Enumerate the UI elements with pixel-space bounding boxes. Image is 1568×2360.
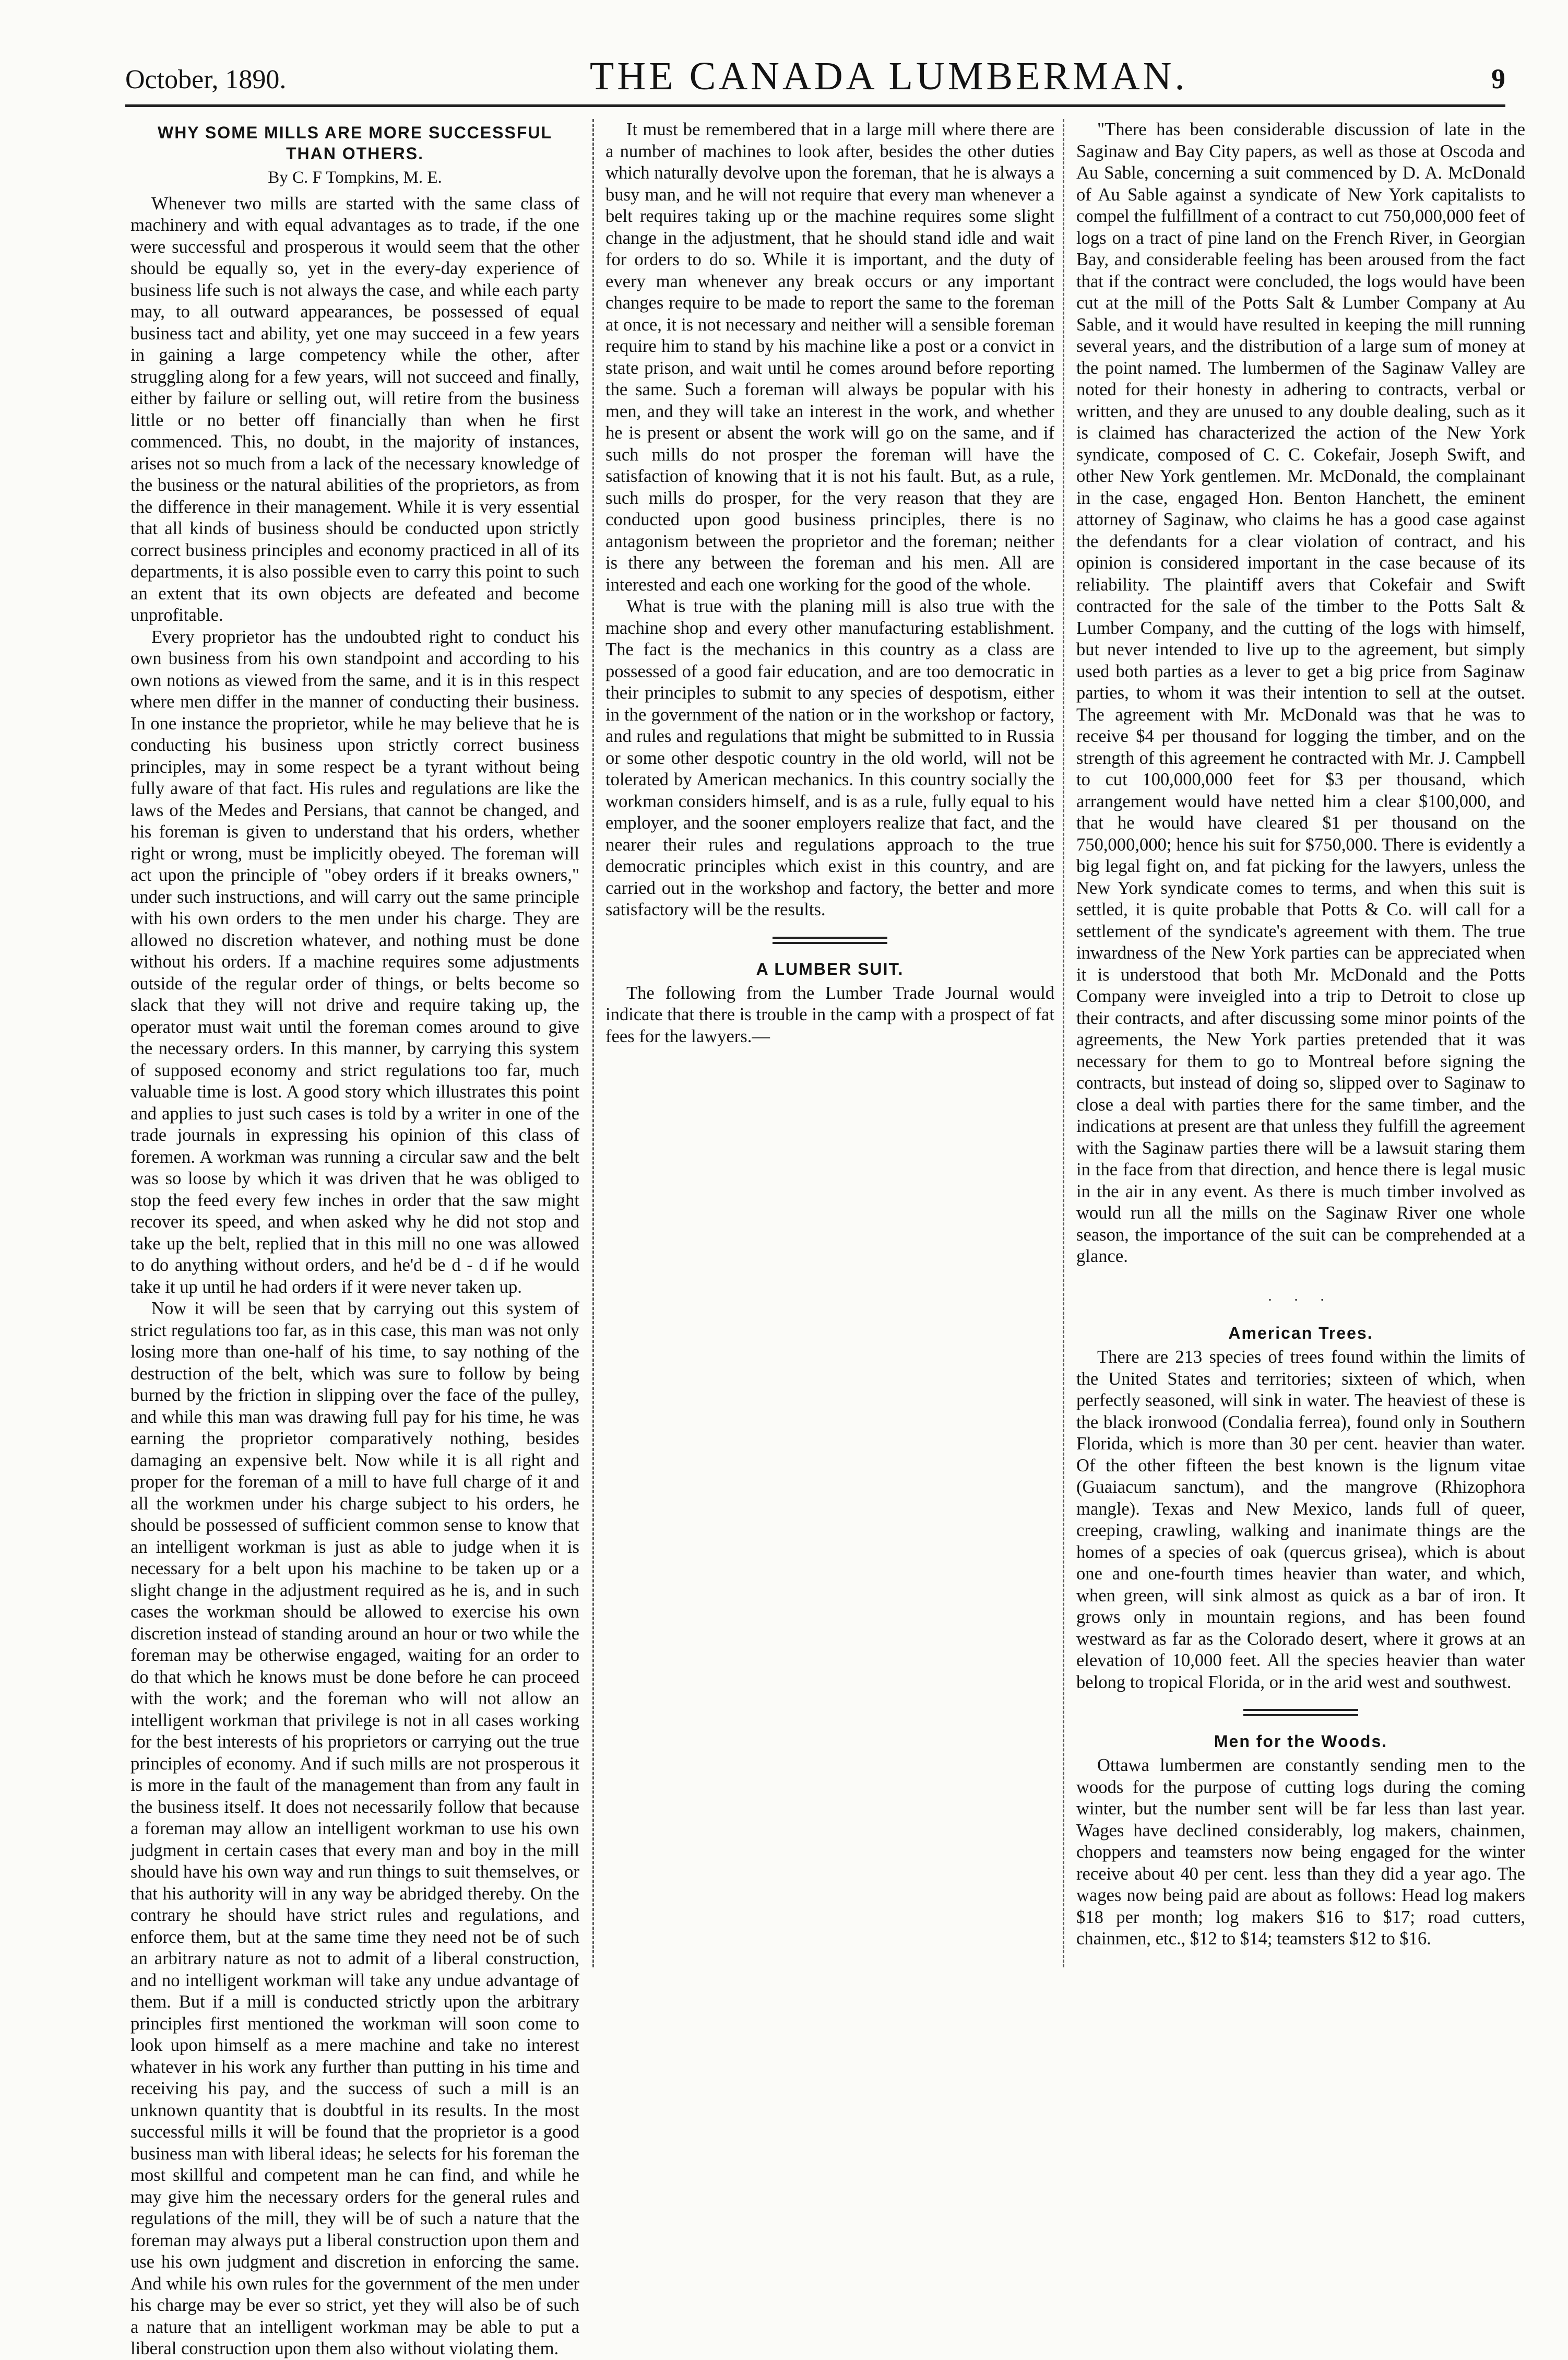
article-paragraph: Every proprietor has the undoubted right to conduct his own business from his own standpoint and according to his own notions as viewed from the same, and it is in this respect where men differ in the manner of conducting their business. In one instance the proprietor, while he may believe that he is conducting his business upon strictly correct business principles, may in some respect be a tyrant without being fully aware of that fact. His rules and regulations are like the laws of the Medes and Persians, that cannot be changed, and his foreman is given to understand that his orders, whether right or wrong, must be implicitly obeyed. The foreman will act upon the principle of "obey orders if it breaks owners," under such instructions, and will carry out the same principle with his own orders to the men under his charge. They are allowed no discretion whatever, and nothing must be done without his orders. If a machine requires some adjustments outside of the regular order of things, or belts become so slack that they will not drive and require taking up, the operator must wait until the foreman comes around to give the necessary orders. In this manner, by carrying this system of supposed economy and strict regulations too far, much valuable time is lost. A good story which illustrates this point and applies to just such cases is told by a writer in one of the trade journals in expressing his opinion of this class of foremen. A workman was running a circular saw and the belt was so loose by which it was driven that he was obliged to stop the feed every few inches in order that the saw might recover its speed, and when asked why he did not stop and take up the belt, replied that in this mill no one was allowed to do anything without orders, and he'd be d - d if he would take it up until he had orders if it were never taken up. [130, 627, 579, 1297]
section-separator [773, 937, 887, 944]
article-paragraph: What is true with the planing mill is also true with the machine shop and every other manufacturing establishment. The fact is the mechanics in this country as a class are possessed of a good fair education, and are too democratic in their principles to submit to any species of despotism, either in the government of the nation or in the workshop or factory, and rules and regulations that might be submitted to in Russia or some other despotic country in the old world, will not be tolerated by American mechanics. In this country socially the workman considers himself, and is as a rule, fully equal to his employer, and the sooner employers realize that fact, and the nearer their rules and regulations approach to the true democratic principles which exist in this country, and are carried out in the workshop and factory, the better and more satisfactory will be the results. [605, 596, 1054, 919]
column-3 [1076, 119, 1525, 1978]
article-headline: Men for the Woods. [1214, 1732, 1388, 1751]
column-rule [1063, 119, 1064, 1967]
article-paragraph: Ottawa lumbermen are constantly sending men to the woods for the purpose of cutting logs during the coming winter, but the number sent will be far less than last year. Wages have declined considerably, log makers, chainmen, choppers and teamsters now being engaged for the winter receive about 40 per cent. less than they did a year ago. The wages now being paid are about as follows: Head log makers $18 per month; log makers $16 to $17; road cutters, chainmen, etc., $12 to $14; teamsters $12 to $16. [1076, 1755, 1525, 1949]
column-2 [605, 119, 1054, 1978]
byline: By C. F Tompkins, M. E. [268, 168, 442, 187]
article-paragraph: It must be remembered that in a large mill where there are a number of machines to look after, besides the other duties which naturally devolve upon the foreman, that he is always a busy man, and he will not require that every man whenever a belt requires taking up or the machine requires some slight change in the adjustment, that he should stand idle and wait for orders to do so. While it is important, and the duty of every man whenever any break occurs or any important changes require to be made to report the same to the foreman at once, it is not necessary and neither will a sensible foreman require him to stand by his machine like a post or a convict in state prison, and wait until he comes around before reporting the same. Such a foreman will always be popular with his men, and they will take an interest in the work, and whether he is present or absent the work will go on the same, and if such mills do not prosper the foreman will have the satisfaction of knowing that it is not his fault. But, as a rule, such mills do prosper, for the very reason that they are conducted upon good business principles, there is no antagonism between the proprietor and the foreman; neither is there any between the foreman and his men. All are interested and each one working for the good of the whole. [605, 120, 1054, 595]
masthead [125, 31, 1505, 107]
section-separator: . . . [1268, 1288, 1334, 1304]
article-paragraph: There are 213 species of trees found within the limits of the United States and territories; sixteen of which, when perfectly seasoned, will sink in water. The heaviest of these is the black ironwood (Condalia ferrea), found only in Southern Florida, which is more than 30 per cent. heavier than water. Of the other fifteen the best known is the lignum vitae (Guaiacum sanctum), and the mangrove (Rhizophora mangle). Texas and New Mexico, lands full of queer, creeping, crawling, walking and inanimate things are the homes of a species of oak (quercus grisea), which is about one and one-fourth times heavier than water, and which, when green, will sink almost as quick as a bar of iron. It grows only in mountain regions, and has been found westward as far as the Colorado desert, where it grows at an elevation of 10,000 feet. All the species heavier than water belong to tropical Florida, or in the arid west and southwest. [1076, 1347, 1525, 1692]
column-rule [592, 119, 594, 1967]
section-separator [1243, 1709, 1358, 1716]
article-paragraph: The following from the Lumber Trade Journal would indicate that there is trouble in the camp with a prospect of fat fees for the lawyers.— [605, 983, 1054, 1046]
publication-title: THE CANADA LUMBERMAN. [589, 54, 1188, 98]
column-1 [130, 119, 579, 2358]
article-headline: A LUMBER SUIT. [756, 959, 904, 978]
issue-date: October, 1890. [125, 65, 287, 95]
article-paragraph: "There has been considerable discussion of late in the Saginaw and Bay City papers, as well as those at Oscoda and Au Sable, concerning a suit commenced by D. A. McDonald of Au Sable against a syndicate of New York capitalists to compel the fulfillment of a contract to cut 750,000,000 feet of logs on a tract of pine land on the French River, in Georgian Bay, and considerable feeling has been aroused from the fact that if the contract were concluded, the logs would have been cut at the mill of the Potts Salt & Lumber Company at Au Sable, and it would have resulted in keeping the mill running several years, and the distribution of a large sum of money at the point named. The lumbermen of the Saginaw Valley are noted for their honesty in adhering to contracts, verbal or written, and they are unused to any double dealing, such as it is claimed has characterized the action of the New York syndicate, composed of C. C. Cokefair, Joseph Swift, and other New York gentlemen. Mr. McDonald, the complainant in the case, engaged Hon. Benton Hanchett, the eminent attorney of Saginaw, who claims he has a good case against the defendants for a clear violation of contract, and his opinion is considered important in the case because of its reliability. The plaintiff avers that Cokefair and Swift contracted for the sale of the timber to the Potts Salt & Lumber Company, and the cutting of the logs with himself, but never intended to live up to the agreement, but simply used both parties as a lever to get a big price from Saginaw parties, to whom it was their intention to sell at the outset. The agreement with Mr. McDonald was that he was to receive $4 per thousand for logging the timber, and on the strength of this agreement he contracted with Mr. J. Campbell to cut 100,000,000 feet for $3 per thousand, which arrangement would have netted him a clear $100,000, and that he would have cleared $1 per thousand on the 750,000,000; hence his suit for $750,000. There is evidently a big legal fight on, and fat picking for the lawyers, unless the New York syndicate comes to terms, and when this suit is settled, it is quite probable that Potts & Co. will call for a settlement of the syndicate's agreement with them. The true inwardness of the New York parties can be appreciated when it is understood that both Mr. McDonald and the Potts Company were inveigled into a trip to Detroit to close up their contracts, and after discussing some minor points of the agreements, the New York parties pretended that it was necessary for them to go to Montreal before signing the contracts, but instead of doing so, slipped over to Saginaw to close a deal with parties there for the same timber, and the indications at present are that unless they fulfill the agreement with the Saginaw parties there will be a lawsuit staring them in the face from that direction, and hence there is legal music in the air in any event. As there is much timber involved as would run all the mills on the Saginaw River one whole season, the importance of the suit can be comprehended at a glance. [1076, 120, 1525, 1266]
article-paragraph: Now it will be seen that by carrying out this system of strict regulations too far, as in this case, this man was not only losing more than one-half of his time, to say nothing of the destruction of the belt, which was sure to follow by being burned by the friction in slipping over the face of the pulley, and while this man was drawing full pay for his time, he was earning the proprietor comparatively nothing, besides damaging an expensive belt. Now while it is all right and proper for the foreman of a mill to have full charge of it and all the workmen under his charge subject to his orders, he should be possessed of sufficient common sense to know that an intelligent workman is just as able to judge when it is necessary for a belt upon his machine to be taken up or a slight change in the adjustment required as he is, and in such cases the workman should be allowed to exercise his own discretion instead of standing around an hour or two while the foreman may be otherwise engaged, waiting for an order to do that which he knows must be done before he can proceed with the work; and the foreman who will not allow an intelligent workman that privilege is not in all cases working for the best interests of his proprietors or carrying out the true principles of economy. And if such mills are not prosperous it is more in the fault of the management than from any fault in the business itself. It does not necessarily follow that because a foreman may allow an intelligent workman to use his own judgment in certain cases that every man and boy in the mill should have his own way and run things to suit themselves, or that his authority will in any way be abridged thereby. On the contrary he should have strict rules and regulations, and enforce them, but at the same time they need not be of such an arbitrary nature as not to admit of a liberal construction, and no intelligent workman will take any undue advantage of them. But if a mill is conducted strictly upon the arbitrary principles first mentioned the workman will soon come to look upon himself as a mere machine and take no interest whatever in his work any further than putting in his time and receiving his pay, and the success of such a mill is an unknown quantity that is doubtful in its results. In the most successful mills it will be found that the proprietor is a good business man with liberal ideas; he selects for his foreman the most skillful and competent man he can find, and while he may give him the necessary orders for the general rules and regulations of the mill, they will be of such a nature that the foreman may always put a liberal construction upon them and use his own judgment and discretion in enforcing the same. And while his own rules for the government of the men under his charge may be ever so strict, yet they will also be of such a nature that an intelligent workman may be able to put a liberal construction upon them also without violating them. [130, 1299, 579, 2358]
article-headline: WHY SOME MILLS ARE MORE SUCCESSFUL THAN OTHERS. [157, 123, 553, 163]
article-paragraph: Whenever two mills are started with the same class of machinery and with equal advantages as to trade, if the one were successful and prosperous it would seem that the other should be equally so, yet in the every-day experience of business life such is not always the case, and while each party may, to all outward appearances, be possessed of equal business tact and ability, yet one may succeed in a few years in gaining a large competency while the other, after struggling along for a few years, will not succeed and finally, either by failure or selling out, will retire from the business little or no better off financially than when he first commenced. This, no doubt, in the majority of instances, arises not so much from a lack of the necessary knowledge of the business or the natural abilities of the proprietors, as from the difference in their management. While it is very essential that all kinds of business should be conducted upon strictly correct business principles and economy practiced in all of its departments, it is also possible even to carry this point to such an extent that its own objects are defeated and become unprofitable. [130, 193, 579, 625]
page-number: 9 [1491, 63, 1505, 95]
article-headline: American Trees. [1228, 1324, 1373, 1342]
